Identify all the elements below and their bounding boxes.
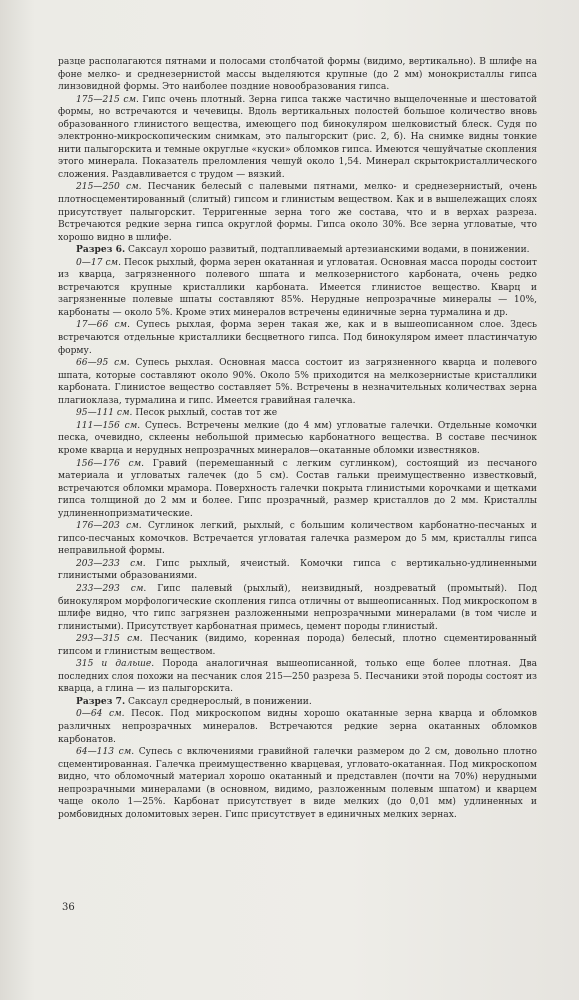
page-number: 36 [62,902,75,913]
paragraph-9: 156—176 см. Гравий (перемешанный с легким суглинком), состоящий из песчаного материала и угловатых галечек (до 5 см). Состав гальки преимущественно известковый, встречаются обломки мрамора. Поверхность галечки покрыта глинистыми корочками и щетками гипса толщиной до 2 мм и более. Гипс прозрачный, размер кристаллов до 2 мм. Кристаллы удлиненнопризматические. [58,458,537,519]
paragraph-5: 17—66 см. Супесь рыхлая, форма зерен такая же, как и в вышеописанном слое. Здесь встречаются отдельные кристаллики бесцветного гипса. Под бинокуляром имеет пластинчатую форму. [58,320,538,356]
body-text [58,56,537,821]
paragraph-1: 175—215 см. Гипс очень плотный. Зерна гипса также частично выщелоченные и шестоватой формы, но встречаются и чечевицы. Вдоль вертикальных полостей большое количество вновь образованного глинистого вещества, имеющего под бинокуляром шелковистый блеск. Судя по электронно-микроскопическим снимкам, это палыгорскит (рис. 2, б). На снимке видны тонкие нити палыгорскита и темные округлые «куски» обломков гипса. Имеются чешуйчатые скопления этого минерала. Показатель преломления чешуй около 1,54. Минерал скрытокристаллического сложения. Раздавливается с трудом — вязкий. [58,94,537,180]
paragraph-8: 111—156 см. Супесь. Встречены мелкие (до 4 мм) угловатые галечки. Отдельные комочки песка, очевидно, склеены небольшой примесью карбонатного вещества. В составе песчинок кроме кварца и нерудных непрозрачных минералов—окатанные обломки известняков. [58,420,537,456]
section-heading-7: Разрез 7. Саксаул среднерослый, в понижении. [76,695,312,707]
paragraph-13: 293—315 см. Песчаник (видимо, коренная порода) белесый, плотно сцементированный гипсом и глинистым веществом. [58,634,537,657]
paragraph-6: 66—95 см. Супесь рыхлая. Основная масса состоит из загрязненного кварца и полевого шпата, которые составляют около 90%. Около 5% приходится на мелкозернистые кристаллики карбоната. Глинистое вещество составляет 5%. Встречены в незначительных количествах зерна плагиоклаза, турмалина и гипс. Имеется гравийная галечка. [58,358,537,406]
paragraph-7: 95—111 см. Песок рыхлый, состав тот же [76,408,278,419]
paragraph-4: 0—17 см. Песок рыхлый, форма зерен окатанная и угловатая. Основная масса породы состоит из кварца, загрязненного полевого шпата и мелкозернистого карбоната, очень редко встречаются крупные кристаллики карбоната. Имеется глинистое вещество. Кварц и загрязненные полевые шпаты составляют 85%. Нерудные непрозрачные минералы — 10%, карбонаты — около 5%. Кроме этих минералов встречены единичные зерна турмалина и др. [58,257,537,318]
paragraph-11: 203—233 см. Гипс рыхлый, ячеистый. Комочки гипса с вертикально-удлиненными глинистыми образованиями. [58,558,537,582]
paragraph-17: 64—113 см. Супесь с включениями гравийной галечки размером до 2 см, довольно плотно сцементированная. Галечка преимущественно кварцевая, угловато-окатанная. Под микроскопом видно, что обломочный материал хорошо окатанный и представлен (почти на 70%) нерудными непрозрачными минералами (в основном, видимо, разложенным полевым шпатом) и кварцем чаще около 1—25%. Карбонат присутствует в виде мелких (до 0,01 мм) удлиненных и ромбовидных доломитовых зерен. Гипс присутствует в единичных мелких зернах. [58,747,538,820]
paragraph-10: 176—203 см. Суглинок легкий, рыхлый, с большим количеством карбонатно-песчаных и гипсо-песчаных комочков. Встречается угловатая галечка размером до 5 мм, кристаллы гипса неправильной формы. [58,521,537,557]
paragraph-16: 0—64 см. Песок. Под микроскопом видны хорошо окатанные зерна кварца и обломков различных непрозрачных минералов. Встречаются редкие зерна окатанных обломков карбонатов. [58,709,537,745]
paragraph-14: 315 и дальше. Порода аналогичная вышеописанной, только еще более плотная. Два последних слоя похожи на песчаник слоя 215—250 разреза 5. Песчаники этой породы состоят из кварца, а глина — из палыгорскита. [58,659,537,695]
section-heading-6: Разрез 6. Саксаул хорошо развитый, подтапливаемый артезианскими водами, в понижении. [76,244,530,256]
paragraph-12: 233—293 см. Гипс палевый (рыхлый), неизвидный, ноздреватый (промытый). Под бинокуляром морфологические скопления гипса отличны от вышеописанных. Под микроскопом в шлифе видно, что гипс загрязнен разложенными непрозрачными минералами (в том числе и глинистыми). Присутствует карбонатная примесь, цемент породы глинистый. [58,583,537,632]
paragraph-2: 215—250 см. Песчаник белесый с палевыми пятнами, мелко- и среднезернистый, очень плотносцементированный (слитый) гипсом и глинистым веществом. Как и в вышележащих слоях присутствует палыгорскит. Терригенные зерна того же состава, что и в верхах разреза. Встречаются редкие зерна гипса округлой формы. Гипса около 30%. Все зерна угловатые, что хорошо видно в шлифе. [58,182,537,243]
paragraph-0: разце располагаются пятнами и полосами столбчатой формы (видимо, вертикально). В шлифе на фоне мелко- и среднезернистой массы выделяются крупные (до 2 мм) монокристаллы гипса линзовидной формы. Это наиболее поздние новообразования гипса. [58,57,537,93]
